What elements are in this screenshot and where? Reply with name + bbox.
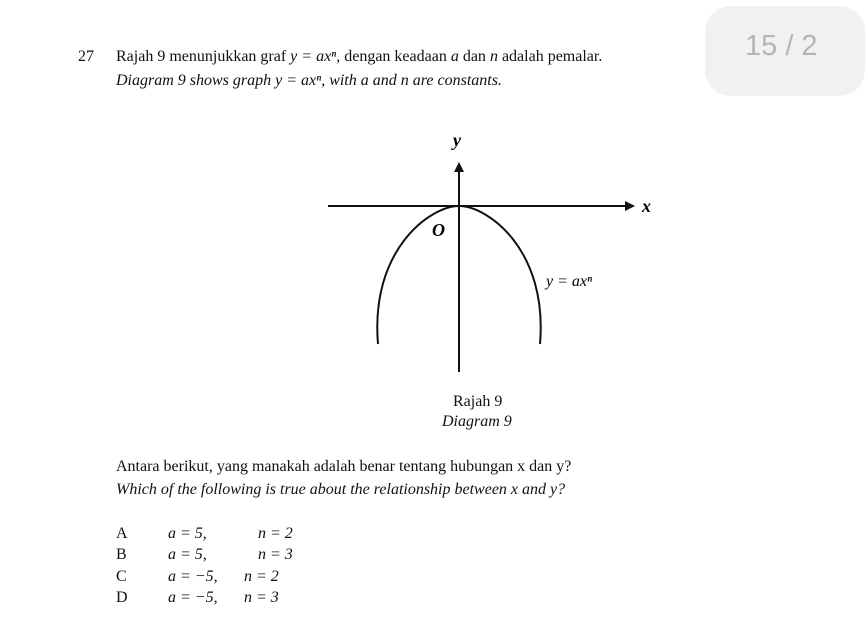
graph-svg	[290, 100, 670, 390]
question-text-malay-part: adalah pemalar.	[497, 48, 603, 65]
question-text-english-part: , with a and n are constants.	[321, 72, 502, 89]
page-indicator: 15 / 2	[745, 30, 818, 62]
question-text-malay-part: Rajah 9 menunjukkan graf	[116, 48, 291, 65]
option-a-value: a = −5,	[168, 589, 218, 606]
equation-inline: y = axⁿ	[275, 72, 322, 89]
question-text-english	[116, 72, 502, 90]
prompt-english: Which of the following is true about the relationship between x and y?	[116, 481, 566, 498]
question-text-malay	[116, 48, 602, 66]
option-letter: C	[116, 568, 127, 585]
option-n-value: n = 3	[244, 589, 279, 606]
origin-label: O	[432, 220, 445, 240]
question-number: 27	[78, 48, 94, 65]
option-a-value: a = 5,	[168, 525, 207, 542]
option-n-value: n = 2	[258, 525, 293, 542]
option-n-value: n = 2	[244, 568, 279, 585]
equation-inline: y = axⁿ	[290, 48, 337, 65]
option-n-value: n = 3	[258, 546, 293, 563]
prompt-malay: Antara berikut, yang manakah adalah benar tentang hubungan x dan y?	[116, 458, 572, 475]
caption-english: Diagram 9	[442, 413, 512, 430]
variable-n: n	[489, 48, 498, 65]
y-axis-label: y	[453, 130, 461, 150]
option-letter: B	[116, 546, 127, 563]
question-text-malay-part: dan	[458, 48, 490, 65]
graph-figure	[290, 100, 670, 390]
option-a-value: a = −5,	[168, 568, 218, 585]
caption-malay: Rajah 9	[453, 393, 503, 410]
x-axis-label: x	[642, 196, 651, 216]
option-a-value: a = 5,	[168, 546, 207, 563]
option-letter: D	[116, 589, 128, 606]
option-letter: A	[116, 525, 128, 542]
question-text-english-part: Diagram 9 shows graph	[116, 72, 276, 89]
variable-a: a	[450, 48, 459, 65]
question-text-malay-part: , dengan keadaan	[336, 48, 451, 65]
curve-label: y = axⁿ	[546, 273, 593, 290]
